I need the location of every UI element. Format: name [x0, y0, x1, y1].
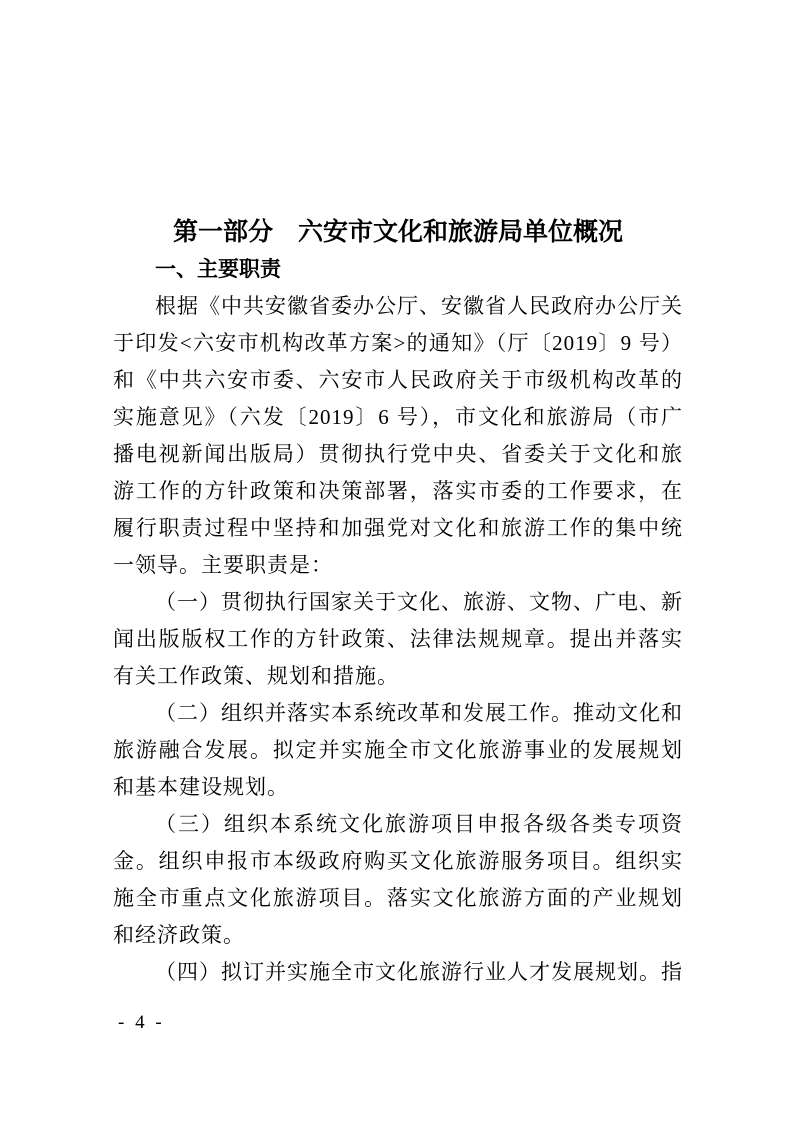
paragraph-duty-4: （四）拟订并实施全市文化旅游行业人才发展规划。指	[155, 960, 683, 984]
paragraph-intro-basis: 根据《中共安徽省委办公厅、安徽省人民政府办公厅关于印发<六安市机构改革方案>的通知》（厅〔2019〕9 号）和《中共六安市委、六安市人民政府关于市级机构改革的实施意见》（六发〔2019〕6 号），市文化和旅游局（市广播电视新闻出版局）贯彻执行党中央、省委关于文化和旅游工作的方针政策和决策部署，落实市委的工作要求，在履行职责过程中坚持和加强党对文化和旅游工作的集中统一领导。主要职责是：	[113, 294, 683, 577]
document-title: 第一部分 六安市文化和旅游局单位概况	[172, 218, 623, 246]
document-content	[113, 213, 683, 991]
section-heading-main-duties: 一、主要职责	[155, 258, 281, 281]
paragraph-duty-1: （一）贯彻执行国家关于文化、旅游、文物、广电、新闻出版版权工作的方针政策、法律法规规章。提出并落实有关工作政策、规划和措施。	[113, 590, 683, 688]
paragraph-duty-3: （三）组织本系统文化旅游项目申报各级各类专项资金。组织申报市本级政府购买文化旅游服务项目。组织实施全市重点文化旅游项目。落实文化旅游方面的产业规划和经济政策。	[113, 812, 683, 947]
paragraph-duty-2: （二）组织并落实本系统改革和发展工作。推动文化和旅游融合发展。拟定并实施全市文化旅游事业的发展规划和基本建设规划。	[113, 701, 683, 799]
page-number: - 4 -	[118, 1012, 165, 1033]
